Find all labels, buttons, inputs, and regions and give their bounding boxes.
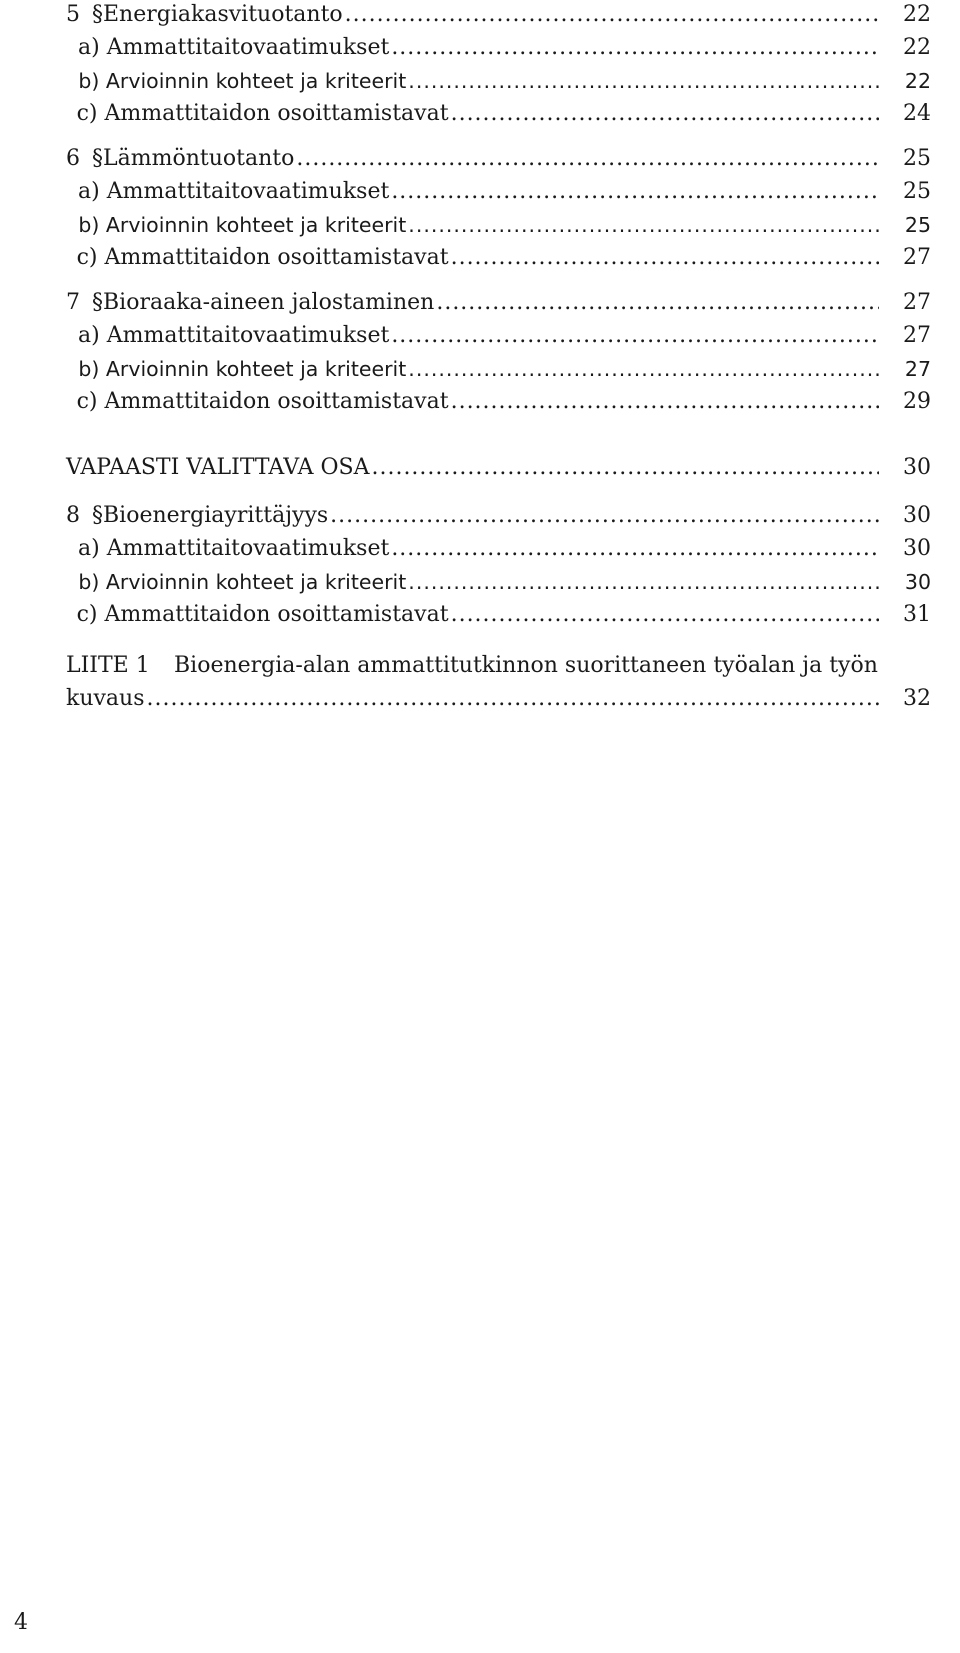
entry-number: 6 xyxy=(66,146,80,171)
entry-label: a) Ammattitaitovaatimukset xyxy=(78,179,390,204)
dot-leader xyxy=(408,567,879,597)
toc-entry-liite-1-continuation[interactable] xyxy=(66,684,931,714)
dot-leader xyxy=(147,684,879,714)
section-sign: § xyxy=(92,2,103,27)
entry-page: 29 xyxy=(903,389,931,414)
entry-label: b) Arvioinnin kohteet ja kriteerit xyxy=(78,213,407,237)
toc-entry-7c[interactable] xyxy=(66,387,931,417)
dot-leader xyxy=(451,600,879,630)
dot-leader xyxy=(371,453,879,483)
dot-leader xyxy=(408,210,879,240)
toc-entry-8[interactable] xyxy=(66,501,931,531)
dot-leader xyxy=(408,66,879,96)
entry-page: 30 xyxy=(904,570,931,594)
dot-leader xyxy=(436,288,879,318)
entry-page: 25 xyxy=(904,213,931,237)
entry-label: a) Ammattitaitovaatimukset xyxy=(78,323,390,348)
entry-label: Energiakasvituotanto xyxy=(103,2,343,27)
toc-entry-8a[interactable] xyxy=(66,534,931,564)
entry-page: 30 xyxy=(903,503,931,528)
toc-entry-vapaasti-valittava-osa[interactable] xyxy=(66,453,931,483)
entry-page: 24 xyxy=(903,101,931,126)
section-sign: § xyxy=(92,146,103,171)
section-sign: § xyxy=(92,503,103,528)
dot-leader xyxy=(391,33,879,63)
entry-label: c) Ammattitaidon osoittamistavat xyxy=(76,602,449,627)
dot-leader xyxy=(391,177,879,207)
entry-number: 7 xyxy=(66,290,80,315)
toc-entry-8b[interactable] xyxy=(66,567,931,597)
entry-page: 22 xyxy=(903,35,931,60)
liite-code: LIITE 1 xyxy=(66,653,150,678)
toc-entry-7[interactable] xyxy=(66,288,931,318)
entry-label: a) Ammattitaitovaatimukset xyxy=(78,35,390,60)
dot-leader xyxy=(296,144,879,174)
toc-entry-6a[interactable] xyxy=(66,177,931,207)
dot-leader xyxy=(451,243,879,273)
entry-label: Bioraaka-aineen jalostaminen xyxy=(103,290,435,315)
entry-label: Bioenergiayrittäjyys xyxy=(103,503,329,528)
entry-label: VAPAASTI VALITTAVA OSA xyxy=(66,455,370,480)
entry-page: 22 xyxy=(903,2,931,27)
entry-page: 30 xyxy=(903,455,931,480)
entry-label: b) Arvioinnin kohteet ja kriteerit xyxy=(78,69,407,93)
dot-leader xyxy=(451,99,879,129)
dot-leader xyxy=(451,387,879,417)
dot-leader xyxy=(408,354,879,384)
section-sign: § xyxy=(92,290,103,315)
page-number: 4 xyxy=(14,1610,28,1635)
entry-label: a) Ammattitaitovaatimukset xyxy=(78,536,390,561)
entry-number: 5 xyxy=(66,2,80,27)
toc-entry-5c[interactable] xyxy=(66,99,931,129)
toc-entry-liite-1[interactable] xyxy=(66,651,931,681)
entry-label: c) Ammattitaidon osoittamistavat xyxy=(76,389,449,414)
toc-entry-6c[interactable] xyxy=(66,243,931,273)
toc-entry-5a[interactable] xyxy=(66,33,931,63)
entry-page: 30 xyxy=(903,536,931,561)
dot-leader xyxy=(345,0,879,30)
entry-label: c) Ammattitaidon osoittamistavat xyxy=(76,245,449,270)
entry-label: c) Ammattitaidon osoittamistavat xyxy=(76,101,449,126)
entry-page: 27 xyxy=(903,245,931,270)
entry-page: 27 xyxy=(903,290,931,315)
entry-page: 25 xyxy=(903,146,931,171)
toc-entry-8c[interactable] xyxy=(66,600,931,630)
entry-page: 32 xyxy=(903,686,931,711)
dot-leader xyxy=(330,501,879,531)
entry-number: 8 xyxy=(66,503,80,528)
entry-page: 31 xyxy=(903,602,931,627)
toc-entry-5[interactable] xyxy=(66,0,931,30)
entry-page: 22 xyxy=(904,69,931,93)
entry-label: kuvaus xyxy=(66,686,145,711)
liite-title: Bioenergia-alan ammattitutkinnon suorittaneen työalan ja työn xyxy=(174,653,878,678)
entry-page: 27 xyxy=(903,323,931,348)
dot-leader xyxy=(391,321,879,351)
entry-label: b) Arvioinnin kohteet ja kriteerit xyxy=(78,570,407,594)
dot-leader xyxy=(391,534,879,564)
toc-entry-6[interactable] xyxy=(66,144,931,174)
entry-label: Lämmöntuotanto xyxy=(103,146,295,171)
entry-label: b) Arvioinnin kohteet ja kriteerit xyxy=(78,357,407,381)
toc-entry-7a[interactable] xyxy=(66,321,931,351)
entry-page: 25 xyxy=(903,179,931,204)
toc-entry-5b[interactable] xyxy=(66,66,931,96)
toc-entry-6b[interactable] xyxy=(66,210,931,240)
toc-entry-7b[interactable] xyxy=(66,354,931,384)
entry-page: 27 xyxy=(904,357,931,381)
